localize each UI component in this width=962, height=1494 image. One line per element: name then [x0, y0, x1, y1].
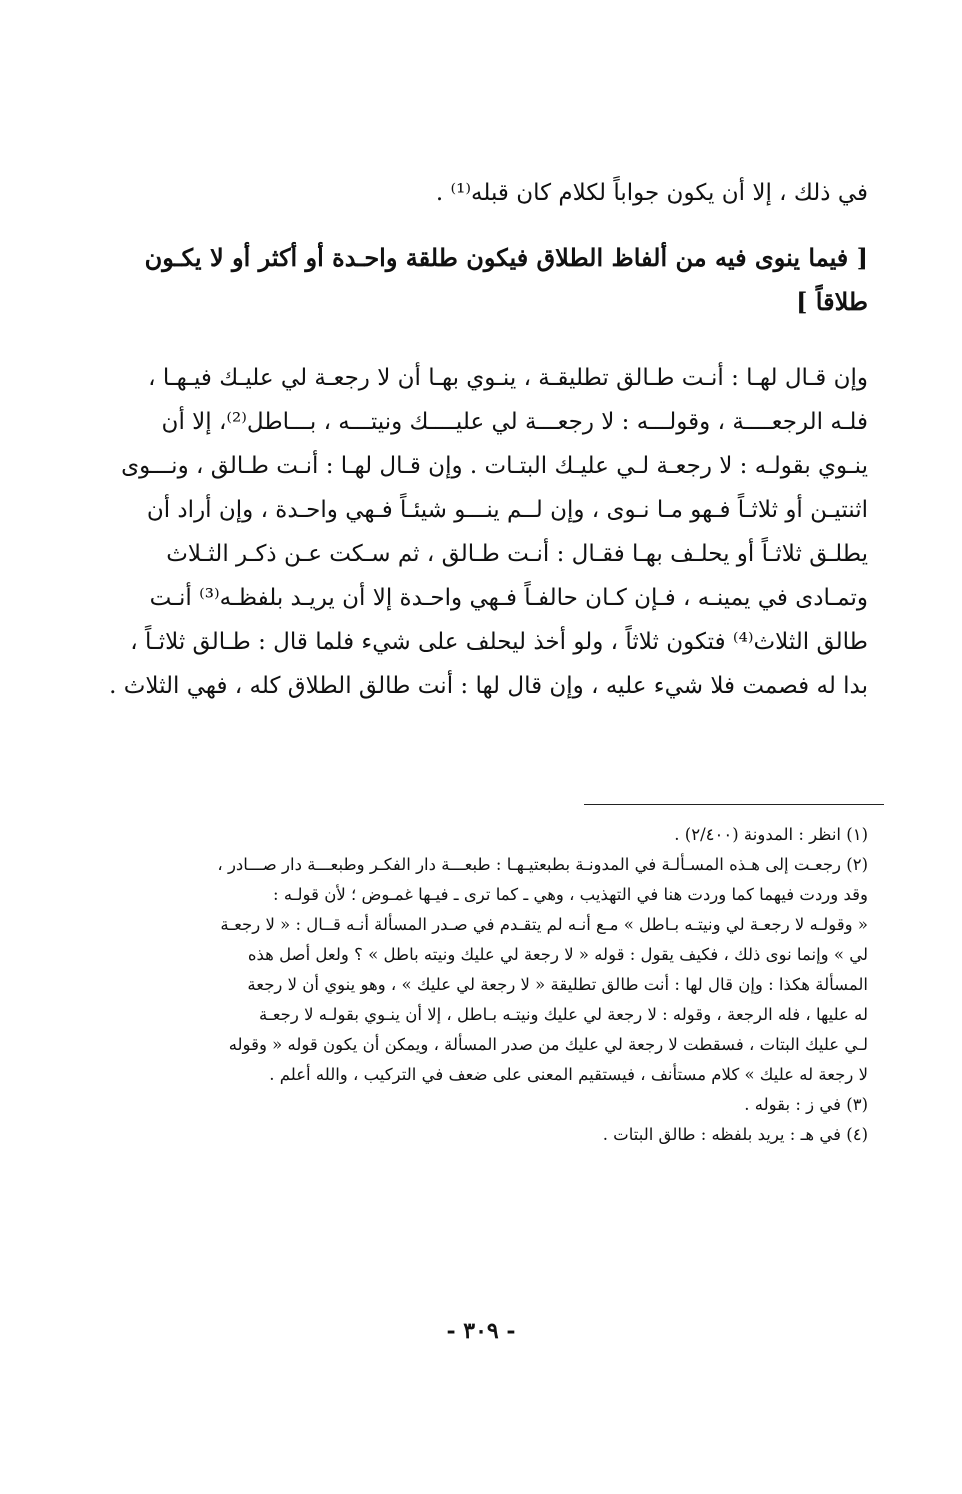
footnote-line: وقد وردت فيهما كما وردت هنا في التهذيب ، وهي ـ كما ترى ـ فيـها غمـوض ؛ لأن قولـه : [273, 885, 868, 904]
paragraph-line: وإن قـال لهـا : أنـت طـالق تطليقـة ، ينـوي بهـا أن لا رجعـة لي عليـك فيـهـا ، [148, 365, 868, 391]
footnote-line: المسألة هكذا : وإن قال لها : أنت طالق تطليقة « لا رجعة لي عليك » ، وهو ينوي أن لا رجعة [247, 975, 868, 994]
footnote-line: (٤) في هـ : يريد بلفظه : طالق البتات . [602, 1125, 868, 1144]
heading-line-1: [ فيما ينوى فيه من ألفاظ الطلاق فيكون طلقة واحـدة أو أكثر أو لا يكـون [144, 243, 868, 272]
paragraph-line: فلـه الرجعــــة ، وقولـــه : لا رجعـــة لي عليــــك ونيتـــه ، بـــاطل⁽²⁾، إلا أن [161, 409, 868, 435]
page-number: - ٣٠٩ - [446, 1318, 516, 1344]
paragraph-line: يطلـق ثلاثـاً أو يحلـف بهـا فقـال : أنـت طـالق ، ثم سـكت عـن ذكـر الثـلاث [166, 541, 868, 567]
paragraph-line: بدا له فصمت فلا شيء عليه ، وإن قال لها : أنت طالق الطلاق كله ، فهي الثلاث . [109, 673, 868, 699]
footnote-divider [584, 804, 884, 805]
footnote-line: لـي عليك البتات ، فسقطت لا رجعة لي عليك من صدر المسألة ، ويمكن أن يكون قوله « وقوله [228, 1035, 868, 1054]
footnote-line: لي » وإنما نوى ذلك ، فكيف يقول : قوله « لا رجعة لي عليك ونيته باطل » ؟ ولعل أصل هذه [247, 945, 868, 964]
footnote-line: له عليها ، فله الرجعة ، وقوله : لا رجعة لي عليك ونيتـه بـاطل ، إلا أن ينـوي بقولـه لا رجعـة [259, 1005, 868, 1024]
footnote-line: لا رجعة له عليك » كلام مستأنف ، فيستقيم المعنى على ضعف في التركيب ، والله أعلم . [269, 1065, 868, 1084]
paragraph-line: ينـوي بقولـه : لا رجعـة لـي عليـك البتـات . وإن قـال لهـا : أنـت طـالق ، ونـــوى [121, 453, 868, 479]
heading-line-2: طلاقاً ] [796, 287, 868, 316]
section-heading [100, 236, 868, 324]
main-paragraph [100, 356, 868, 708]
top-text [100, 171, 868, 215]
paragraph-line: طالق الثلاث⁽⁴⁾ فتكون ثلاثاً ، ولو أخذ ليحلف على شيء فلما قال : طـالق ثلاثـاً ، [130, 629, 868, 655]
footnote-line: (٣) في ز : بقوله . [744, 1095, 868, 1114]
paragraph-line: اثنتيـن أو ثلاثـاً فـهو مـا نـوى ، وإن لــم ينـــو شيئـاً فـهي واحـدة ، وإن أراد أن [146, 497, 868, 523]
footnote-line: « وقولـه لا رجعـة لي ونيتـه بـاطل » مـع أنـه لم يتقـدم في صـدر المسألة أنـه قــال : « لا رجعـة [220, 915, 868, 934]
footnote-line: (٢) رجعـت إلى هـذه المسـألـة في المدونـة بطبعتيـهـا : طبعـــة دار الفكـر وطبعـــة دار صـــادر ، [217, 855, 868, 874]
paragraph-line: وتمـادى في يمينـه ، فـإن كـان حالفـاً فـهي واحـدة إلا أن يريـد بلفظـه⁽³⁾ أنـت [149, 585, 868, 611]
top-line: في ذلك ، إلا أن يكون جواباً لكلام كان قبله⁽¹⁾ . [435, 180, 868, 206]
footnote-line: (١) انظر : المدونة (٢/٤٠٠) . [674, 825, 868, 844]
footnotes [100, 820, 868, 1150]
